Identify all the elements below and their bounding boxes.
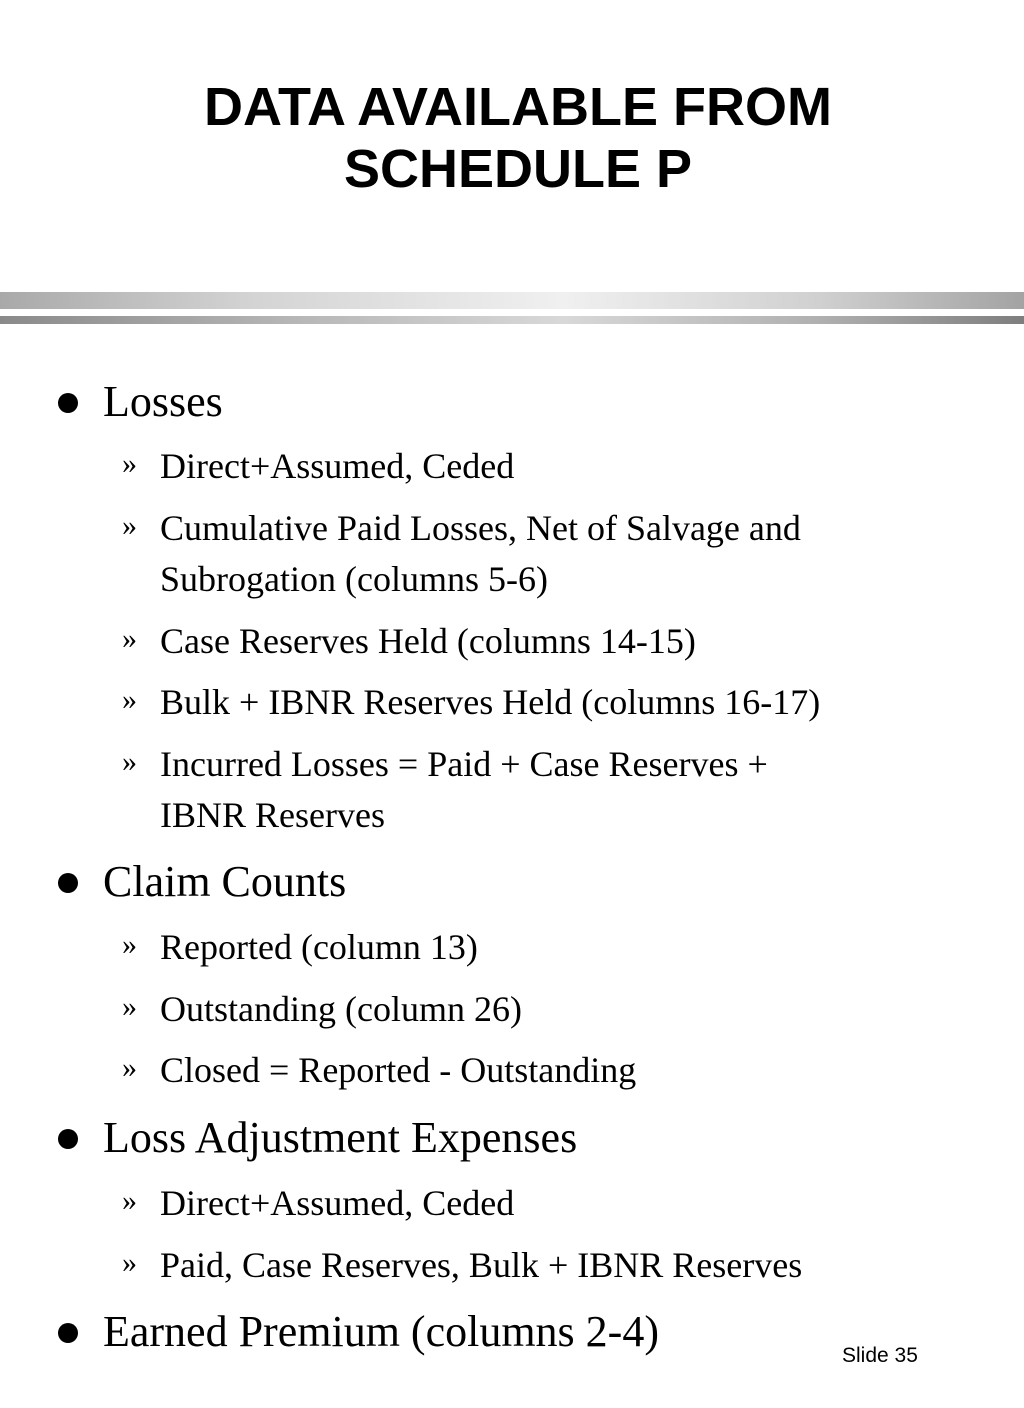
sub-item-label: Case Reserves Held (columns 14-15): [160, 621, 696, 661]
sub-item-label: Outstanding (column 26): [160, 989, 522, 1029]
sub-item-label: Paid, Case Reserves, Bulk + IBNR Reserves: [160, 1245, 803, 1285]
sub-item-label: Direct+Assumed, Ceded: [160, 446, 515, 486]
bullet-dot-icon: [58, 393, 78, 413]
sub-item-label: Bulk + IBNR Reserves Held (columns 16-17): [160, 682, 821, 722]
sub-item-label: Closed = Reported - Outstanding: [160, 1050, 637, 1090]
double-chevron-icon: »: [122, 509, 137, 542]
bullet-label: Earned Premium (columns 2-4): [103, 1307, 659, 1356]
double-chevron-icon: »: [122, 745, 137, 778]
double-chevron-icon: »: [122, 1184, 137, 1217]
slide-title: [0, 76, 1024, 200]
sub-item-label: Reported (column 13): [160, 927, 478, 967]
sub-item-label-continued: Subrogation (columns 5-6): [160, 559, 548, 599]
title-divider-lower: [0, 316, 1024, 324]
sub-item-label: Direct+Assumed, Ceded: [160, 1183, 515, 1223]
sub-item-label: Incurred Losses = Paid + Case Reserves +: [160, 744, 768, 784]
double-chevron-icon: »: [122, 683, 137, 716]
bullet-label: Loss Adjustment Expenses: [103, 1113, 578, 1162]
bullet-dot-icon: [58, 1323, 78, 1343]
bullet-label: Claim Counts: [103, 857, 347, 906]
double-chevron-icon: »: [122, 447, 137, 480]
title-divider-upper: [0, 292, 1024, 309]
sub-item-label: Cumulative Paid Losses, Net of Salvage and: [160, 508, 801, 548]
bullet-dot-icon: [58, 873, 78, 893]
double-chevron-icon: »: [122, 928, 137, 961]
double-chevron-icon: »: [122, 990, 137, 1023]
bullet-label: Losses: [103, 377, 223, 426]
double-chevron-icon: »: [122, 1051, 137, 1084]
double-chevron-icon: »: [122, 1246, 137, 1279]
slide-number: Slide 35: [842, 1344, 918, 1367]
sub-item-label-continued: IBNR Reserves: [160, 795, 385, 835]
bullet-dot-icon: [58, 1129, 78, 1149]
title-line-1: DATA AVAILABLE FROM: [204, 77, 832, 137]
title-line-2: SCHEDULE P: [343, 139, 693, 199]
double-chevron-icon: »: [122, 622, 137, 655]
